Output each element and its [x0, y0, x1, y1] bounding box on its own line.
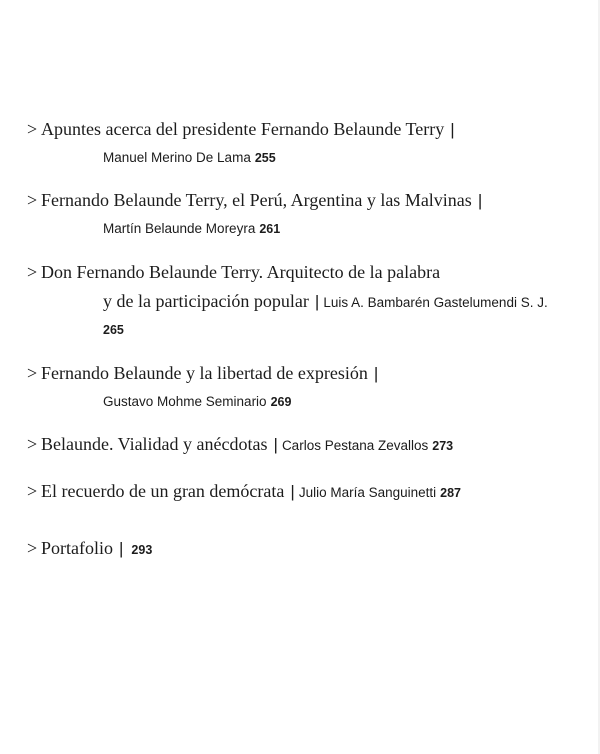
entry-title-line [27, 261, 440, 283]
entry-separator: | [273, 435, 278, 454]
entry-title-line [27, 537, 152, 561]
entry-author-line [103, 148, 276, 168]
entry-author: Martín Belaunde Moreyra [103, 221, 256, 236]
entry-page-number: 261 [259, 222, 281, 236]
entry-title-line [27, 189, 486, 212]
entry-page-number: 287 [440, 486, 461, 500]
entry-title: Don Fernando Belaunde Terry. Arquitecto de la palabra [41, 262, 441, 282]
entry-author-line [103, 219, 280, 239]
entry-separator: | [119, 539, 124, 558]
entry-marker: > [27, 538, 38, 558]
entry-marker: > [27, 481, 38, 501]
entry-author: Carlos Pestana Zevallos [281, 438, 429, 453]
entry-title-line [27, 362, 382, 385]
entry-marker: > [27, 434, 38, 454]
entry-page-number: 255 [254, 151, 276, 165]
entry-marker: > [27, 262, 38, 282]
entry-title: El recuerdo de un gran demócrata [41, 481, 285, 501]
entry-title-line [27, 118, 459, 141]
entry-separator: | [290, 482, 295, 501]
entry-title: Fernando Belaunde y la libertad de expresión [41, 363, 368, 383]
entry-title-line [27, 480, 461, 504]
entry-page-line [99, 320, 124, 340]
entry-separator: | [373, 364, 379, 383]
entry-author: Luis A. Bambarén Gastelumendi S. J. [323, 295, 548, 310]
entry-page-number: 269 [270, 395, 292, 409]
entry-title-line [27, 433, 453, 457]
entry-marker: > [27, 363, 38, 383]
entry-page-number: 293 [131, 543, 153, 557]
entry-title-line [103, 290, 548, 314]
entry-marker: > [27, 190, 38, 210]
entry-separator: | [314, 292, 320, 311]
entry-page-number: 265 [103, 323, 124, 337]
entry-author: Gustavo Mohme Seminario [103, 394, 267, 409]
entry-title: Fernando Belaunde Terry, el Perú, Argentina y las Malvinas [41, 190, 472, 210]
entry-title-continued: y de la participación popular [103, 291, 309, 311]
entry-author: Julio María Sanguinetti [298, 485, 437, 500]
entry-author-line [103, 392, 291, 412]
entry-separator: | [477, 191, 483, 210]
entry-separator: | [450, 120, 455, 139]
entry-page-number: 273 [432, 439, 454, 453]
entry-marker: > [27, 119, 38, 139]
entry-title: Belaunde. Vialidad y anécdotas [41, 434, 268, 454]
entry-title: Apuntes acerca del presidente Fernando Belaunde Terry [41, 119, 445, 139]
entry-author: Manuel Merino De Lama [103, 150, 251, 165]
entry-title: Portafolio [41, 538, 113, 558]
